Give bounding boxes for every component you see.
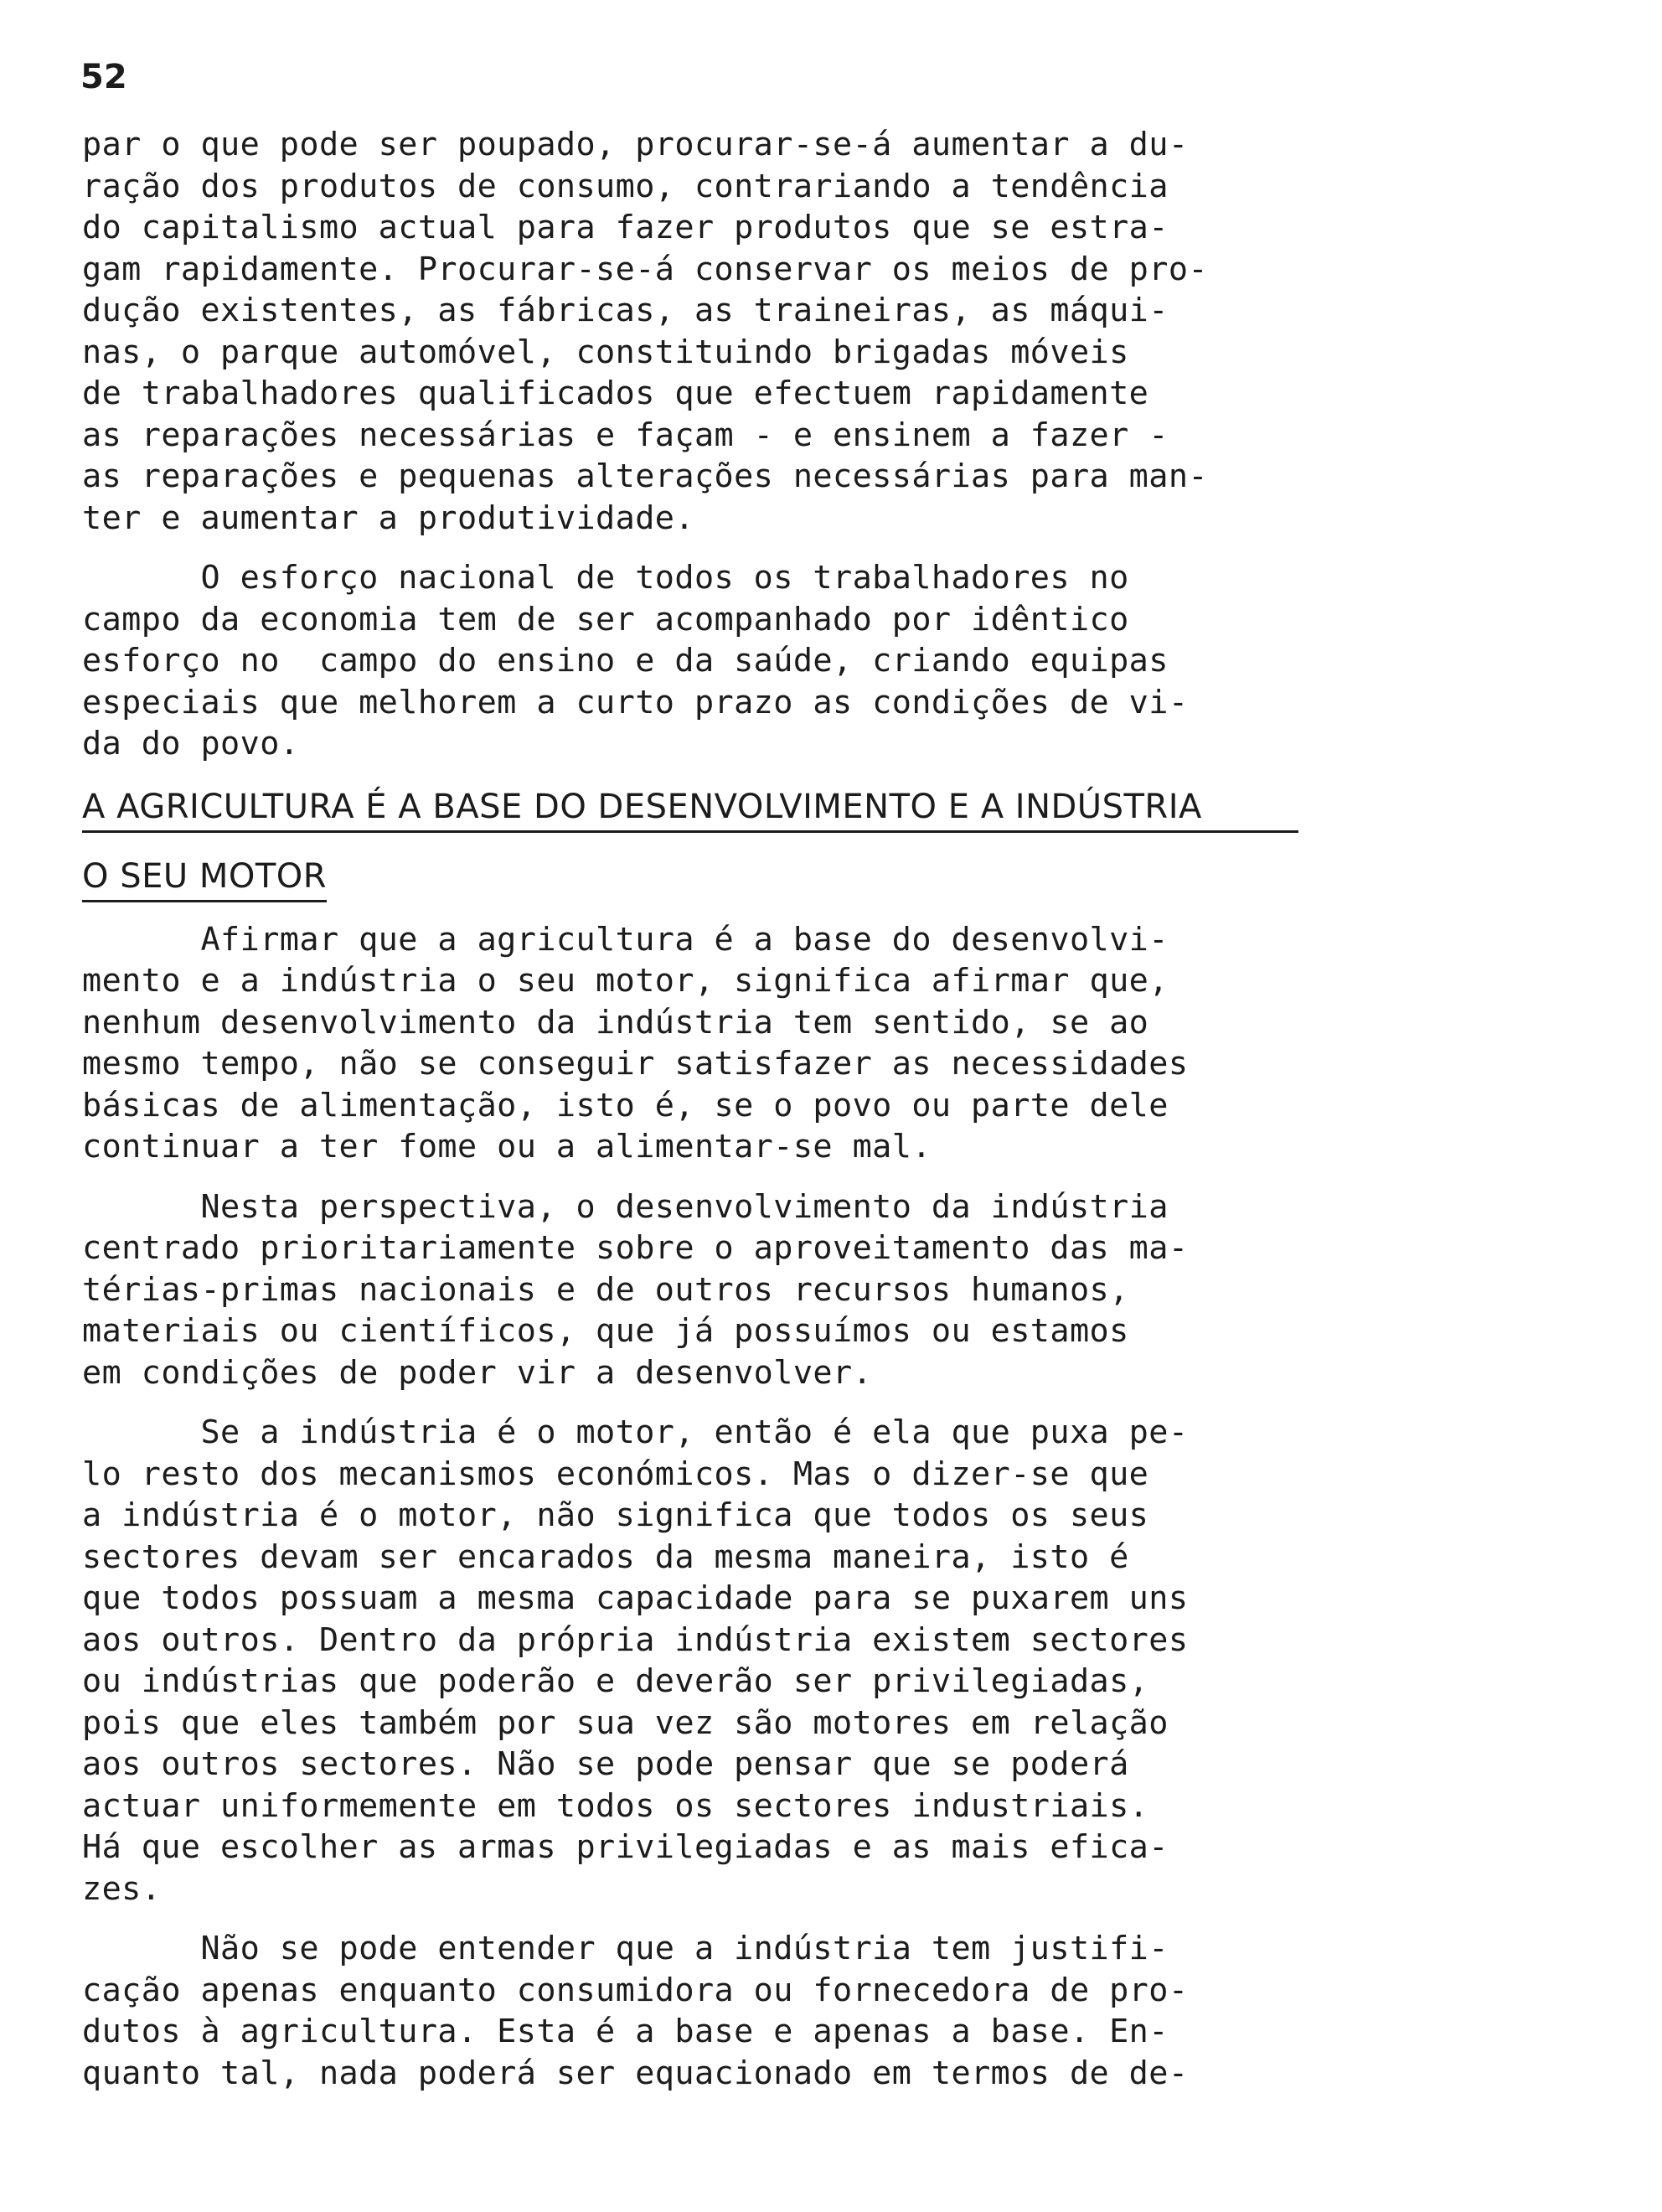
text-line: continuar a ter fome ou a alimentar-se mal. xyxy=(82,1128,932,1165)
text-line: Afirmar que a agricultura é a base do desenvolvi- xyxy=(82,920,1169,959)
paragraph xyxy=(82,1412,1339,1910)
text-line: em condições de poder vir a desenvolver. xyxy=(82,1353,873,1392)
text-line: da do povo. xyxy=(82,725,300,762)
paragraph xyxy=(82,557,1339,765)
text-line: esforço no campo do ensino e da saúde, criando equipas xyxy=(82,642,1169,680)
paragraph xyxy=(82,1186,1339,1394)
heading-line-1: A AGRICULTURA É A BASE DO DESENVOLVIMENTO E A INDÚSTRIA xyxy=(82,785,1298,833)
body-text xyxy=(82,124,1339,2094)
paragraph xyxy=(82,919,1339,1168)
text-line: aos outros sectores. Não se pode pensar que se poderá xyxy=(82,1745,1129,1783)
text-line: campo da economia tem de ser acompanhado por idêntico xyxy=(82,600,1129,638)
text-line: zes. xyxy=(82,1869,162,1908)
text-line: actuar uniformemente em todos os sectores industriais. xyxy=(82,1786,1149,1825)
text-line: nas, o parque automóvel, constituindo brigadas móveis xyxy=(82,333,1129,371)
text-line: básicas de alimentação, isto é, se o povo ou parte dele xyxy=(82,1086,1169,1124)
text-line: Há que escolher as armas privilegiadas e as mais efica- xyxy=(82,1828,1169,1866)
text-line: par o que pode ser poupado, procurar-se-á aumentar a du- xyxy=(82,126,1189,163)
paragraph xyxy=(82,1928,1339,2094)
text-line: dutos à agricultura. Esta é a base e apenas a base. En- xyxy=(82,2013,1169,2050)
page-number: 52 xyxy=(80,58,127,96)
text-line: que todos possuam a mesma capacidade para se puxarem uns xyxy=(82,1579,1189,1617)
text-line: O esforço nacional de todos os trabalhadores no xyxy=(82,559,1129,597)
text-line: aos outros. Dentro da própria indústria existem sectores xyxy=(82,1620,1189,1659)
text-line: sectores devam ser encarados da mesma maneira, isto é xyxy=(82,1538,1129,1576)
text-line: ter e aumentar a produtividade. xyxy=(82,499,694,537)
text-line: ou indústrias que poderão e deverão ser privilegiadas, xyxy=(82,1662,1149,1700)
text-line: as reparações necessárias e façam - e ensinem a fazer - xyxy=(82,416,1169,454)
text-line: a indústria é o motor, não significa que todos os seus xyxy=(82,1496,1149,1534)
text-line: ração dos produtos de consumo, contrariando a tendência xyxy=(82,167,1169,205)
text-line: do capitalismo actual para fazer produtos que se estra- xyxy=(82,209,1169,246)
text-line: especiais que melhorem a curto prazo as condições de vi- xyxy=(82,683,1189,721)
text-line: centrado prioritariamente sobre o aproveitamento das ma- xyxy=(82,1229,1189,1267)
text-line: lo resto dos mecanismos económicos. Mas o dizer-se que xyxy=(82,1455,1149,1493)
text-line: as reparações e pequenas alterações necessárias para man- xyxy=(82,457,1209,495)
text-line: Nesta perspectiva, o desenvolvimento da indústria xyxy=(82,1187,1169,1226)
section-heading xyxy=(82,785,1339,902)
text-line: térias-primas nacionais e de outros recursos humanos, xyxy=(82,1270,1129,1309)
paragraphs-before xyxy=(82,124,1339,765)
text-line: mento e a indústria o seu motor, significa afirmar que, xyxy=(82,962,1169,1000)
text-line: Se a indústria é o motor, então é ela que puxa pe- xyxy=(82,1414,1189,1451)
text-line: mesmo tempo, não se conseguir satisfazer as necessidades xyxy=(82,1045,1189,1083)
text-line: pois que eles também por sua vez são motores em relação xyxy=(82,1703,1169,1742)
heading-line-2: O SEU MOTOR xyxy=(82,855,327,902)
text-line: de trabalhadores qualificados que efectuem rapidamente xyxy=(82,375,1149,412)
text-line: quanto tal, nada poderá ser equacionado em termos de de- xyxy=(82,2054,1189,2092)
text-line: dução existentes, as fábricas, as traineiras, as máqui- xyxy=(82,292,1169,329)
text-line: materiais ou científicos, que já possuímos ou estamos xyxy=(82,1312,1129,1350)
text-line: nenhum desenvolvimento da indústria tem sentido, se ao xyxy=(82,1003,1149,1041)
paragraphs-after xyxy=(82,919,1339,2095)
text-line: gam rapidamente. Procurar-se-á conservar os meios de pro- xyxy=(82,250,1209,288)
paragraph xyxy=(82,124,1339,539)
text-line: cação apenas enquanto consumidora ou fornecedora de pro- xyxy=(82,1971,1189,2009)
text-line: Não se pode entender que a indústria tem justifi- xyxy=(82,1930,1169,1967)
